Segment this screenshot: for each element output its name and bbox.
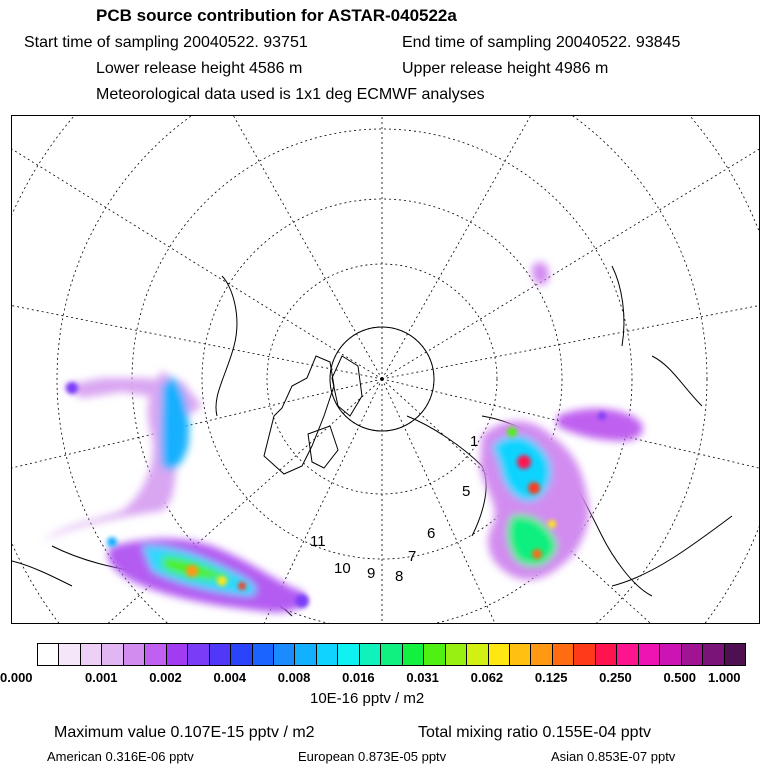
colorbar-tick-label: 0.002 (149, 670, 182, 685)
colorbar-unit: 10E-16 pptv / m2 (310, 690, 425, 707)
colorbar-tick-label: 0.004 (213, 670, 247, 685)
colorbar-tick-label: 0.016 (342, 670, 375, 685)
colorbar-tick-label: 0.062 (470, 670, 504, 685)
colorbar-tick-label: 0.001 (84, 670, 118, 685)
colorbar-swatch (424, 644, 445, 665)
colorbar-swatch (38, 644, 59, 665)
start-time-label: Start time of sampling 20040522. 93751 (24, 34, 308, 51)
european-contribution: European 0.873E-05 pptv (298, 749, 447, 764)
colorbar-swatch (145, 644, 166, 665)
colorbar-swatch (682, 644, 703, 665)
colorbar-swatch (167, 644, 188, 665)
american-contribution: American 0.316E-06 pptv (47, 749, 194, 764)
colorbar-tick-label: 0.250 (599, 670, 632, 685)
meridian-label: 7 (408, 548, 417, 565)
colorbar-swatch (596, 644, 617, 665)
map-panel (11, 115, 760, 624)
colorbar-swatch (231, 644, 252, 665)
plume-europe (480, 262, 643, 580)
colorbar-swatch (338, 644, 359, 665)
polar-map (12, 116, 759, 623)
colorbar-swatch (489, 644, 510, 665)
colorbar-tick-label: 0.500 (663, 670, 696, 685)
colorbar-tick-label: 0.125 (534, 670, 568, 685)
meridian-label: 9 (367, 565, 376, 582)
meridian-label: 11 (310, 533, 326, 550)
colorbar-swatch (210, 644, 231, 665)
meteorology-label: Meteorological data used is 1x1 deg ECMWF analyses (96, 86, 485, 103)
colorbar-swatch (574, 644, 595, 665)
maximum-value: Maximum value 0.107E-15 pptv / m2 (54, 724, 315, 741)
colorbar-swatch (253, 644, 274, 665)
colorbar-tick-label: 0.000 (0, 670, 33, 685)
colorbar-swatch (381, 644, 402, 665)
colorbar-swatch (725, 644, 745, 665)
colorbar-swatch (531, 644, 552, 665)
colorbar-swatch (510, 644, 531, 665)
meridian-label: 8 (395, 568, 404, 585)
colorbar-tick-label: 0.031 (406, 670, 439, 685)
colorbar-swatch (553, 644, 574, 665)
colorbar-swatch (317, 644, 338, 665)
end-time-label: End time of sampling 20040522. 93845 (402, 34, 681, 51)
map-title: PCB source contribution for ASTAR-040522a (96, 6, 457, 25)
colorbar-swatch (188, 644, 209, 665)
upper-height-label: Upper release height 4986 m (402, 60, 609, 77)
colorbar-swatch (59, 644, 80, 665)
colorbar-swatch (295, 644, 316, 665)
meridian-label: 5 (462, 483, 471, 500)
colorbar-swatch (446, 644, 467, 665)
meridian-label: 6 (427, 525, 436, 542)
colorbar-swatch (403, 644, 424, 665)
colorbar-swatch (617, 644, 638, 665)
lower-height-label: Lower release height 4586 m (96, 60, 303, 77)
colorbar-swatch (360, 644, 381, 665)
colorbar (37, 643, 746, 666)
colorbar-swatch (467, 644, 488, 665)
colorbar-swatch (124, 644, 145, 665)
colorbar-swatch (274, 644, 295, 665)
colorbar-swatch (102, 644, 123, 665)
total-mixing-ratio: Total mixing ratio 0.155E-04 pptv (418, 724, 652, 741)
meridian-label: 10 (334, 560, 351, 577)
colorbar-swatch (703, 644, 724, 665)
colorbar-swatch (81, 644, 102, 665)
asian-contribution: Asian 0.853E-07 pptv (551, 749, 676, 764)
colorbar-tick-label: 0.008 (277, 670, 311, 685)
colorbar-tick-label: 1.000 (708, 670, 741, 685)
meridian-labels (310, 433, 478, 585)
colorbar-swatch (639, 644, 660, 665)
meridian-label: 1 (470, 433, 479, 450)
colorbar-swatch (660, 644, 681, 665)
